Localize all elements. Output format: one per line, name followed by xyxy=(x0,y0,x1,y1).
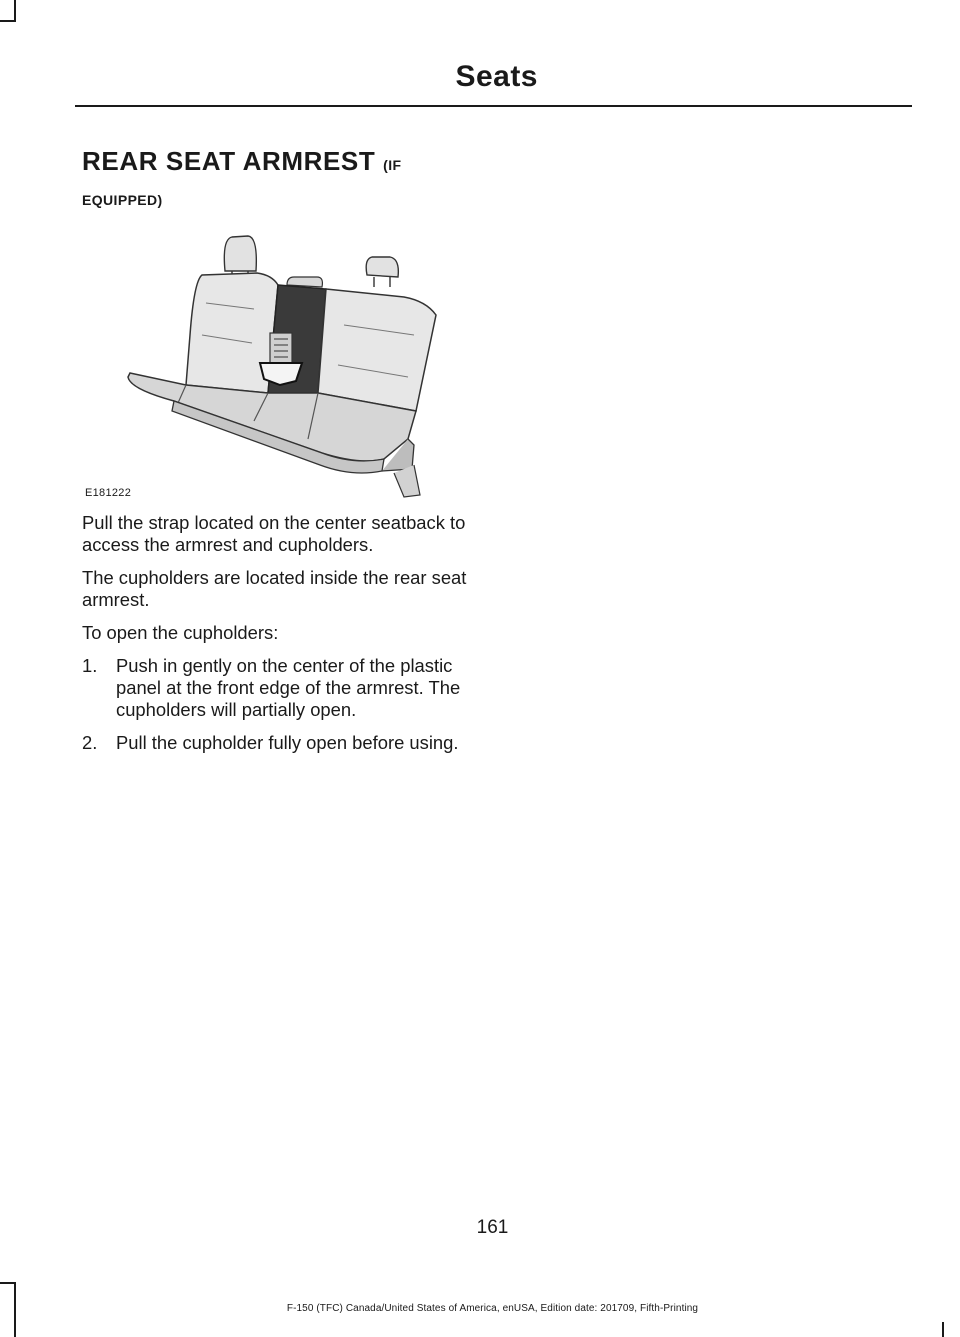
step-number: 2. xyxy=(82,732,98,753)
crop-mark xyxy=(0,1282,16,1284)
body-text xyxy=(82,512,482,765)
list-item xyxy=(82,732,482,754)
header-divider xyxy=(75,105,912,107)
section-title-continuation: EQUIPPED) xyxy=(82,192,163,208)
paragraph: The cupholders are located inside the rear seat armrest. xyxy=(82,567,467,610)
section-title-main: REAR SEAT ARMREST xyxy=(82,146,376,176)
crop-mark xyxy=(14,0,16,22)
step-text: Push in gently on the center of the plastic panel at the front edge of the armrest. The cupholders will partially open. xyxy=(116,655,461,720)
page-header-title: Seats xyxy=(455,60,538,93)
section-title-suffix: (IF xyxy=(383,157,402,173)
section-title xyxy=(82,146,401,177)
figure-code: E181222 xyxy=(85,487,132,499)
rear-bench-seat-icon xyxy=(82,225,478,503)
crop-mark xyxy=(942,1322,944,1337)
list-item xyxy=(82,655,482,721)
crop-mark xyxy=(0,20,16,22)
footer-edition: F-150 (TFC) Canada/United States of America, enUSA, Edition date: 201709, Fifth-Printing xyxy=(286,1303,699,1314)
page-number: 161 xyxy=(476,1217,509,1238)
paragraph: Pull the strap located on the center seatback to access the armrest and cupholders. xyxy=(82,512,466,555)
seat-armrest-figure xyxy=(82,225,478,503)
step-number: 1. xyxy=(82,655,98,676)
paragraph: To open the cupholders: xyxy=(82,622,279,643)
steps-list xyxy=(82,655,482,754)
step-text: Pull the cupholder fully open before using. xyxy=(116,732,459,753)
